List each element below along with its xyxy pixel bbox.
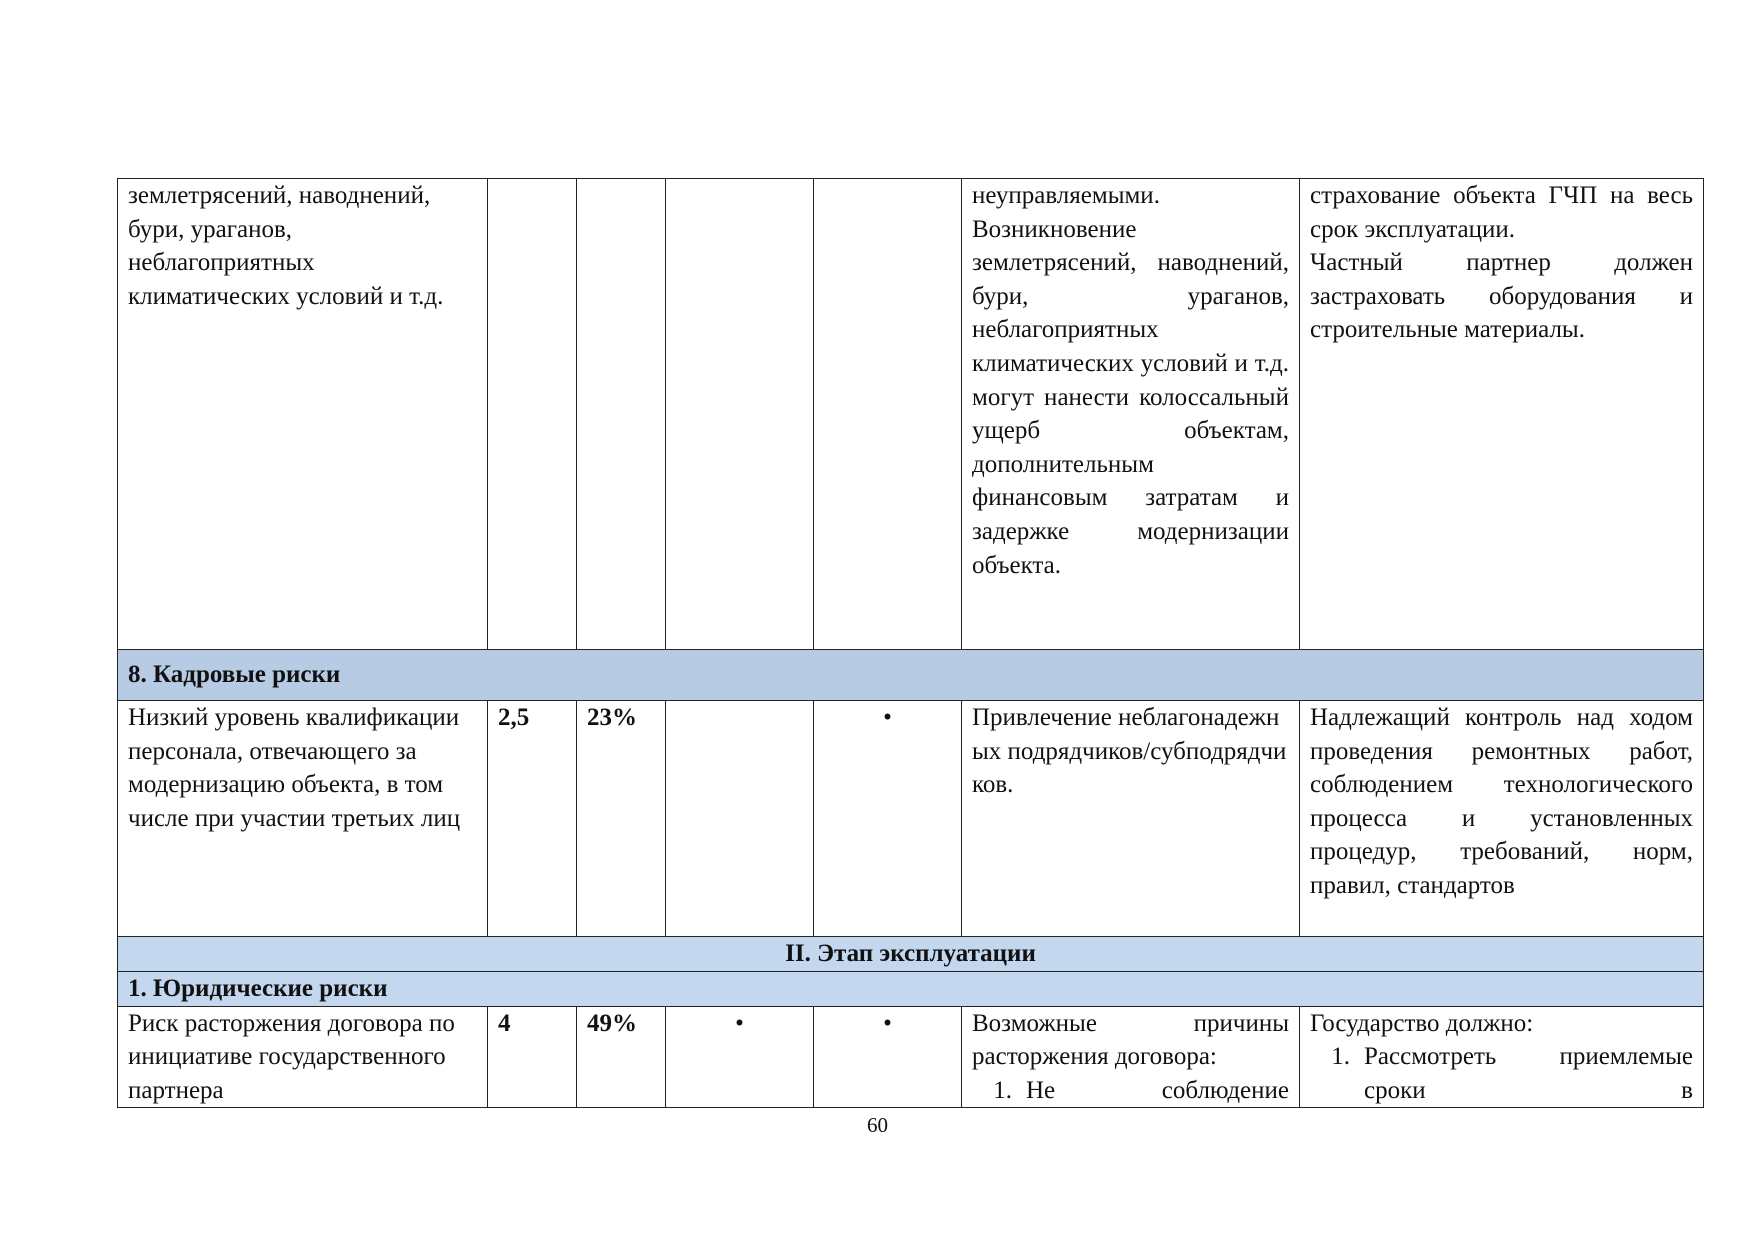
list-item-number: 1. [1331, 1043, 1350, 1071]
mitigation-text: Частный партнер должен застраховать оборудования и строительные материалы. [1310, 249, 1693, 344]
mitigation-intro: Государство должно: [1310, 1009, 1534, 1037]
risk-text: землетрясений, наводнений, бури, ураганов, неблагоприятных климатических условий и т.д. [128, 182, 444, 310]
section-title: 1. Юридические риски [118, 971, 1704, 1006]
risk-text: Низкий уровень квалификации персонала, отвечающего за модернизацию объекта, в том числе при участии третьих лиц [128, 704, 461, 832]
public-partner-cell [666, 701, 814, 937]
mitigation-cell [1300, 701, 1704, 937]
stage-title: II. Этап эксплуатации [118, 937, 1704, 972]
public-partner-mark: • [735, 1009, 744, 1037]
list-item-text: Рассмотреть приемлемые сроки в [1364, 1043, 1693, 1104]
section-title: 8. Кадровые риски [118, 650, 1704, 701]
mitigation-cell [1300, 1006, 1704, 1108]
private-partner-cell [814, 179, 962, 650]
risk-table [117, 178, 1704, 1108]
public-partner-cell [666, 1006, 814, 1108]
score-cell: 2,5 [488, 701, 577, 937]
table-row [118, 179, 1704, 650]
percent-cell: 49% [577, 1006, 666, 1108]
list-item-text: Не соблюдение [1026, 1076, 1289, 1104]
private-partner-mark: • [883, 704, 892, 731]
risk-cell [118, 179, 488, 650]
private-partner-mark: • [883, 1009, 892, 1037]
percent-cell [577, 179, 666, 650]
description-intro: Возможные причины расторжения договора: [972, 1009, 1289, 1071]
risk-cell [118, 1006, 488, 1108]
list-item [972, 1074, 1289, 1108]
description-cell [962, 701, 1300, 937]
private-partner-cell [814, 1006, 962, 1108]
score-cell: 4 [488, 1006, 577, 1108]
table-row [118, 701, 1704, 937]
mitigation-text: страхование объекта ГЧП на весь срок эксплуатации. [1310, 182, 1693, 243]
stage-header-row [118, 937, 1704, 972]
private-partner-cell [814, 701, 962, 937]
section-header-row [118, 650, 1704, 701]
description-text: неуправляемыми. Возникновение землетрясений, наводнений, бури, ураганов, неблагоприятных климатических условий и т.д. могут нанести колоссальный ущерб объектам, дополнительным финансовым затратам и задержке модернизации объекта. [972, 182, 1289, 579]
risk-text: Риск расторжения договора по инициативе государственного партнера [128, 1009, 455, 1104]
list-item-number: 1. [993, 1076, 1012, 1104]
section-header-row [118, 971, 1704, 1006]
mitigation-cell [1300, 179, 1704, 650]
page-number: 60 [867, 1113, 888, 1137]
mitigation-text: Надлежащий контроль над ходом проведения ремонтных работ, соблюдением технологического процесса и установленных процедур, требований, норм, правил, стандартов [1310, 704, 1693, 899]
description-list [972, 1074, 1289, 1108]
public-partner-cell [666, 179, 814, 650]
description-text: Привлечение неблагонадежных подрядчиков/субподрядчиков. [972, 704, 1287, 799]
mitigation-list [1310, 1040, 1693, 1107]
percent-cell: 23% [577, 701, 666, 937]
table-row [118, 1006, 1704, 1108]
list-item [1310, 1040, 1693, 1107]
score-cell [488, 179, 577, 650]
description-cell [962, 1006, 1300, 1108]
risk-cell [118, 701, 488, 937]
description-cell [962, 179, 1300, 650]
